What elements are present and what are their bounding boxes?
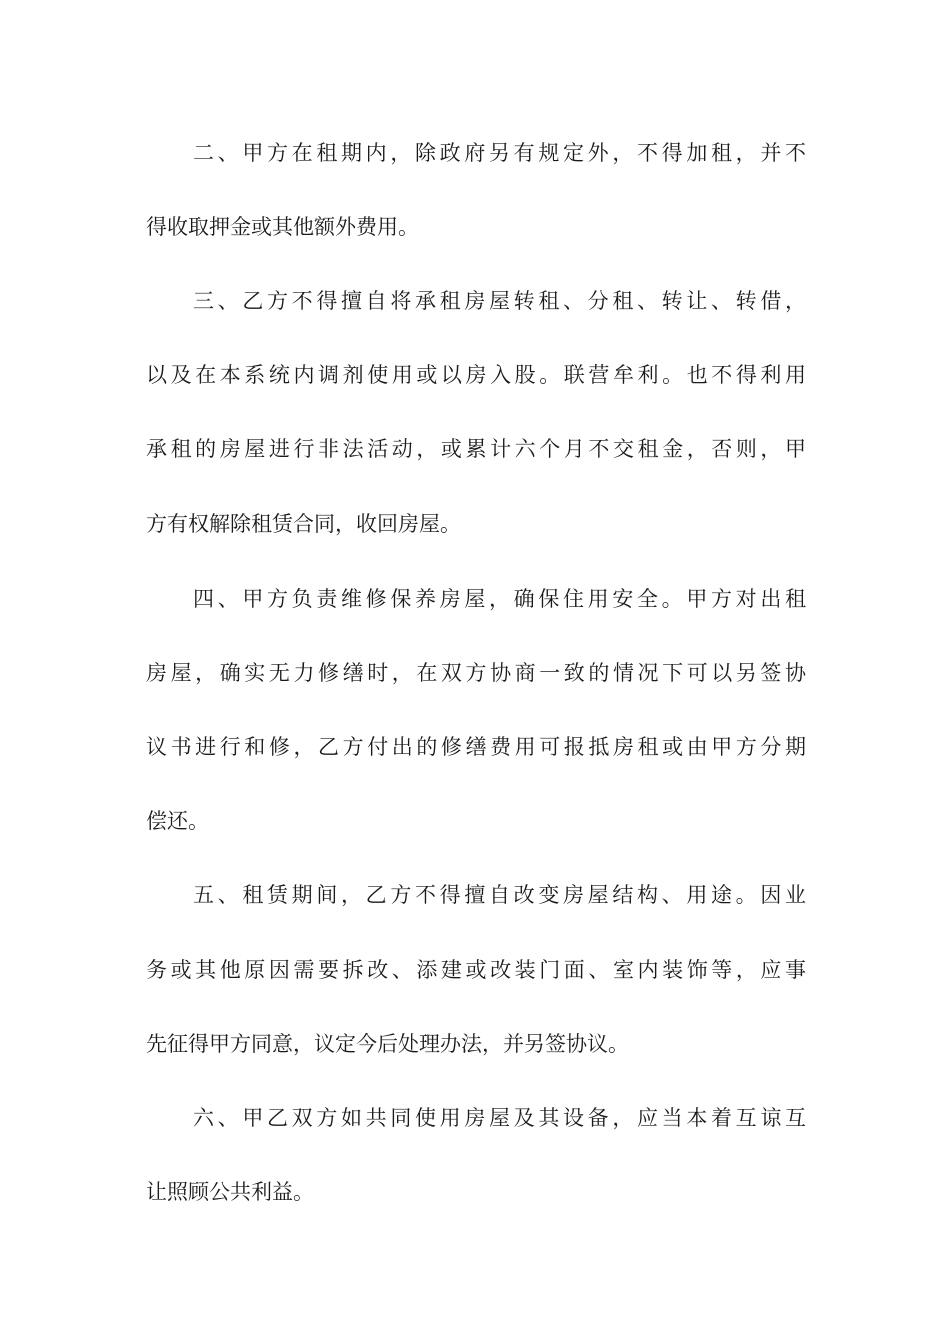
paragraph-5-line-3: 先征得甲方同意，议定今后处理办法，并另签协议。 [146, 1032, 629, 1056]
paragraph-6-line-2: 让照顾公共利益。 [146, 1180, 314, 1204]
paragraph-4-line-3: 议书进行和修，乙方付出的修缮费用可报抵房租或由甲方分期 [146, 735, 806, 759]
paragraph-4-line-2: 房屋，确实无力修缮时，在双方协商一致的情况下可以另签协 [146, 661, 806, 685]
paragraph-4-line-1: 四、甲方负责维修保养房屋，确保住用安全。甲方对出租 [193, 587, 806, 611]
paragraph-3-line-1: 三、乙方不得擅自将承租房屋转租、分租、转让、转借， [193, 289, 806, 313]
paragraph-4-line-4: 偿还。 [146, 809, 209, 833]
paragraph-2-line-1: 二、甲方在租期内，除政府另有规定外，不得加租，并不 [193, 141, 806, 165]
paragraph-3-line-2: 以及在本系统内调剂使用或以房入股。联营牟利。也不得利用 [146, 363, 806, 387]
paragraph-2-line-2: 得收取押金或其他额外费用。 [146, 215, 419, 239]
paragraph-3-line-4: 方有权解除租赁合同，收回房屋。 [146, 512, 461, 536]
paragraph-6-line-1: 六、甲乙双方如共同使用房屋及其设备，应当本着互谅互 [193, 1106, 806, 1130]
paragraph-3-line-3: 承租的房屋进行非法活动，或累计六个月不交租金，否则，甲 [146, 437, 806, 461]
paragraph-5-line-1: 五、租赁期间，乙方不得擅自改变房屋结构、用途。因业 [193, 883, 806, 907]
paragraph-5-line-2: 务或其他原因需要拆改、添建或改装门面、室内装饰等，应事 [146, 958, 806, 982]
